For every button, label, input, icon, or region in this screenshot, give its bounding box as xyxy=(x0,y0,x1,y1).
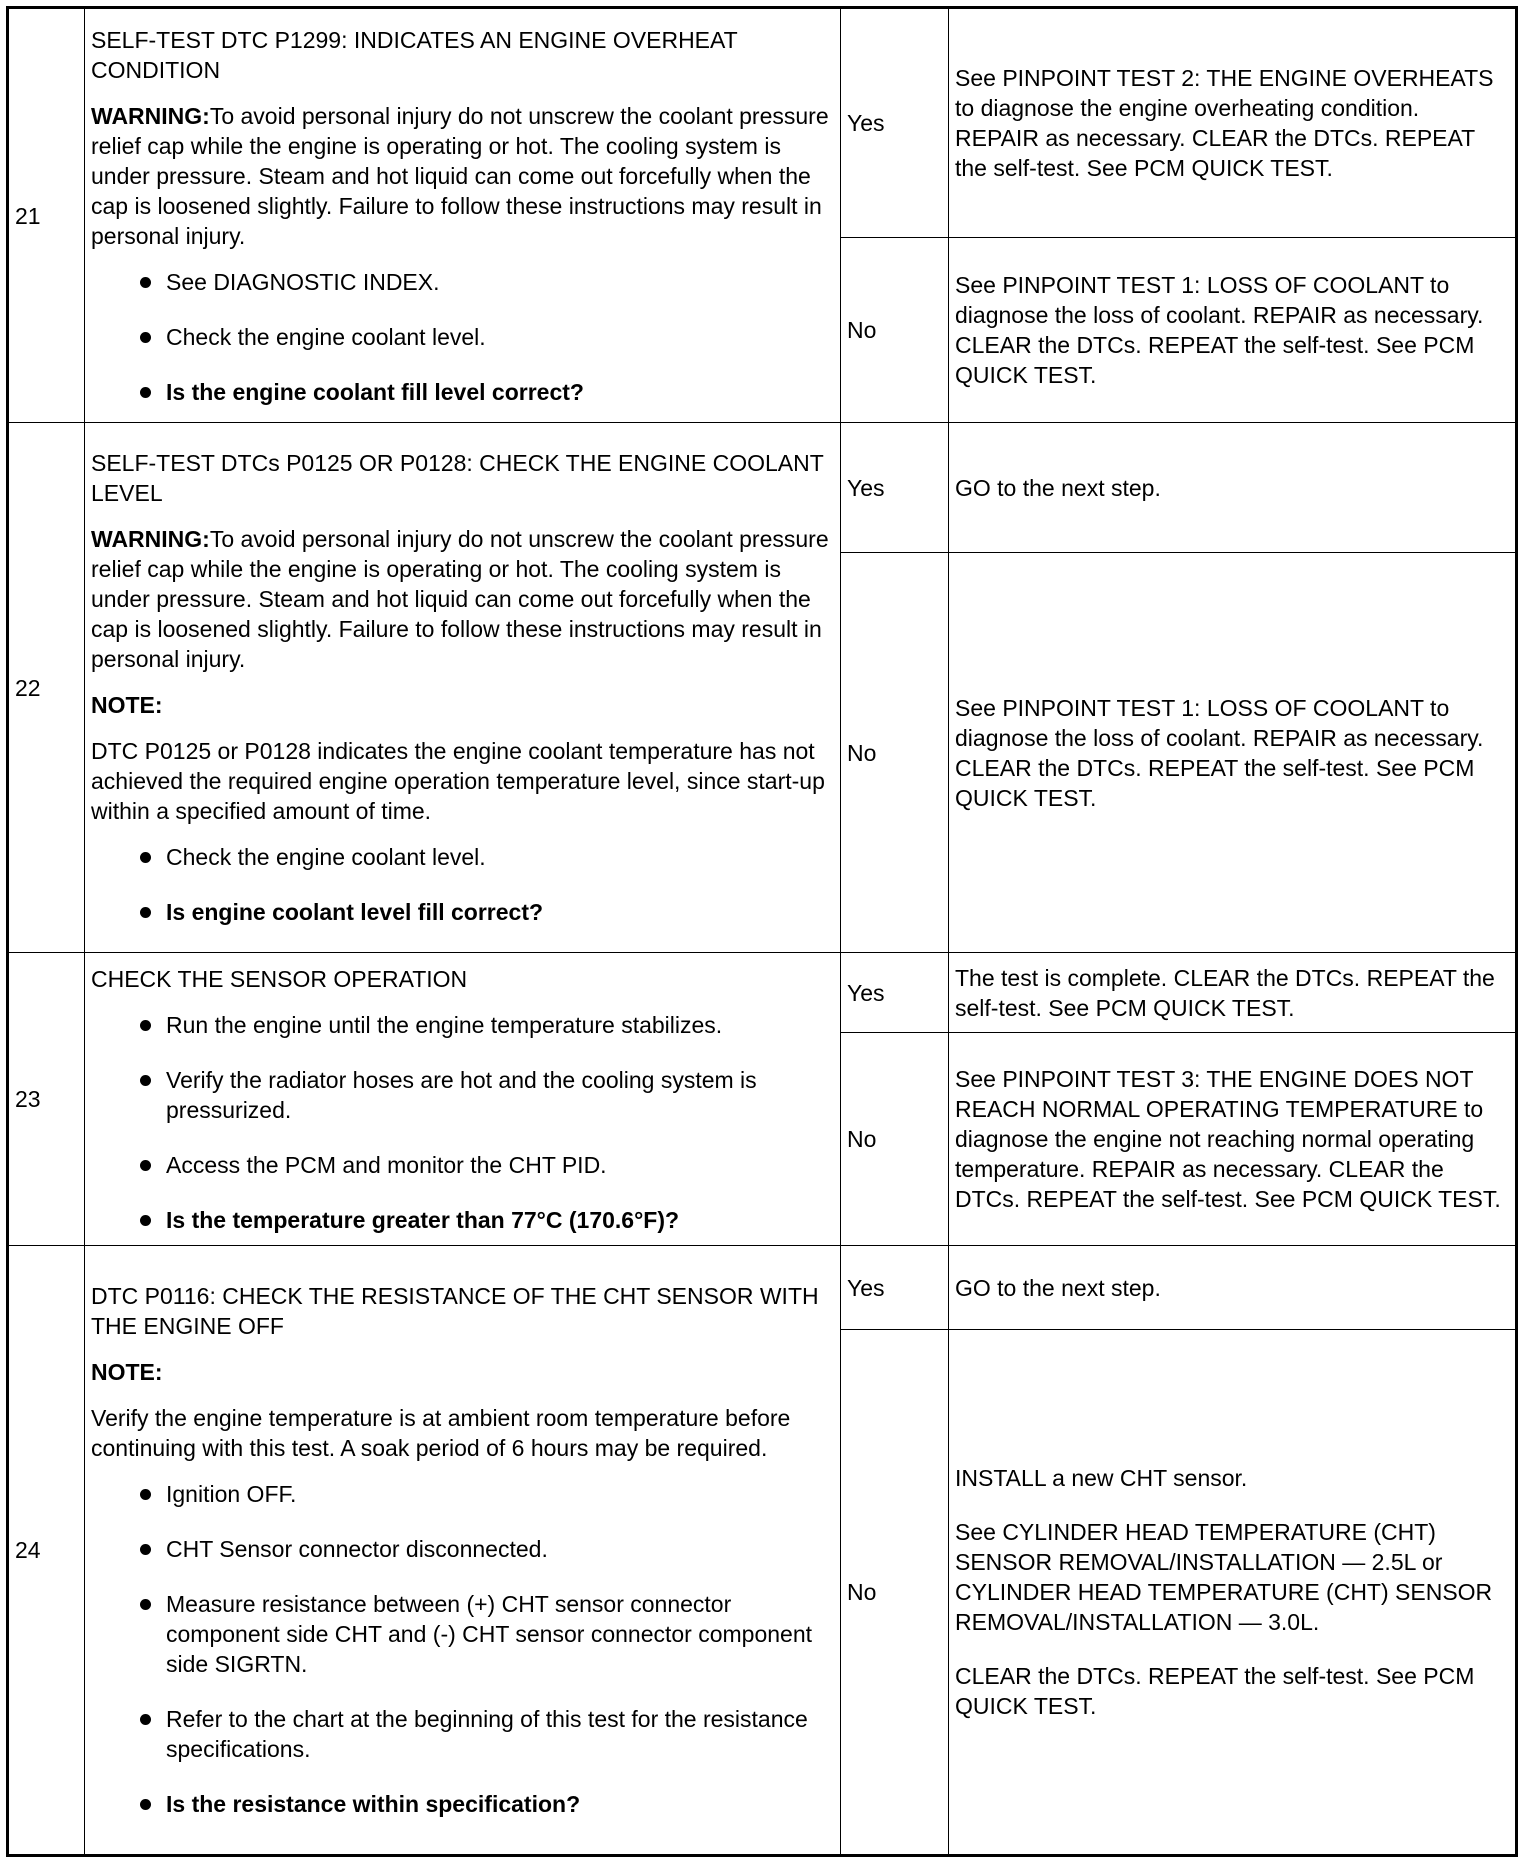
note-text: Verify the engine temperature is at ambient room temperature before continuing with this test. A soak period of 6 hours may be required. xyxy=(91,1405,791,1461)
action-list xyxy=(91,267,834,407)
outcome-no-line: INSTALL a new CHT sensor. xyxy=(955,1465,1248,1491)
warning-block xyxy=(91,524,834,674)
list-item xyxy=(91,1589,834,1679)
step-question: Is the engine coolant fill level correct? xyxy=(166,378,584,405)
list-item xyxy=(91,377,834,407)
bullet-icon xyxy=(140,1215,151,1226)
bullet-icon xyxy=(140,1075,151,1086)
step-action-cell xyxy=(85,1246,841,1856)
outcome-no: See PINPOINT TEST 1: LOSS OF COOLANT to diagnose the loss of coolant. REPAIR as necessary. CLEAR the DTCs. REPEAT the self-test. See PCM QUICK TEST. xyxy=(949,238,1517,423)
result-yes: Yes xyxy=(841,1246,949,1330)
step-action-cell xyxy=(85,8,841,423)
list-item xyxy=(91,267,834,297)
step-title: CHECK THE SENSOR OPERATION xyxy=(91,965,468,992)
step-action-cell xyxy=(85,953,841,1246)
bullet-icon xyxy=(140,907,151,918)
list-item xyxy=(91,1479,834,1509)
list-item xyxy=(91,1010,834,1040)
step-question: Is engine coolant level fill correct? xyxy=(166,899,544,925)
list-item xyxy=(91,1150,834,1180)
bullet-icon xyxy=(140,852,151,863)
warning-block xyxy=(91,101,834,251)
list-item xyxy=(91,1065,834,1125)
test-step-row xyxy=(8,423,1517,553)
bullet-icon xyxy=(140,1020,151,1031)
test-step-row xyxy=(8,953,1517,1033)
result-yes: Yes xyxy=(841,8,949,238)
warning-label: WARNING: xyxy=(91,526,210,552)
step-action-cell xyxy=(85,423,841,953)
list-item-text: Run the engine until the engine temperature stabilizes. xyxy=(166,1011,723,1038)
list-item xyxy=(91,842,834,872)
list-item-text: Check the engine coolant level. xyxy=(166,844,486,870)
list-item-text: CHT Sensor connector disconnected. xyxy=(166,1536,548,1562)
step-number: 23 xyxy=(8,953,85,1246)
note-label: NOTE: xyxy=(91,692,163,718)
warning-text: To avoid personal injury do not unscrew the coolant pressure relief cap while the engine is operating or hot. The cooling system is under pressure. Steam and hot liquid can come out forcefully when the cap is loosened slightly. Failure to follow these instructions may result in personal injury. xyxy=(91,526,829,672)
outcome-no: See PINPOINT TEST 1: LOSS OF COOLANT to diagnose the loss of coolant. REPAIR as necessary. CLEAR the DTCs. REPEAT the self-test. See PCM QUICK TEST. xyxy=(949,553,1517,953)
list-item xyxy=(91,1704,834,1764)
bullet-icon xyxy=(140,332,151,343)
list-item-text: Access the PCM and monitor the CHT PID. xyxy=(166,1151,607,1178)
step-number: 24 xyxy=(8,1246,85,1856)
outcome-yes: See PINPOINT TEST 2: THE ENGINE OVERHEATS to diagnose the engine overheating condition. REPAIR as necessary. CLEAR the DTCs. REPEAT the self-test. See PCM QUICK TEST. xyxy=(949,8,1517,238)
outcome-yes: GO to the next step. xyxy=(949,423,1517,553)
outcome-yes: The test is complete. CLEAR the DTCs. REPEAT the self-test. See PCM QUICK TEST. xyxy=(949,953,1517,1033)
list-item-text: See DIAGNOSTIC INDEX. xyxy=(166,268,440,295)
warning-label: WARNING: xyxy=(91,102,210,129)
result-no: No xyxy=(841,1330,949,1856)
bullet-icon xyxy=(140,1544,151,1555)
step-title: SELF-TEST DTC P1299: INDICATES AN ENGINE OVERHEAT CONDITION xyxy=(91,26,738,83)
list-item xyxy=(91,1789,834,1819)
warning-text: To avoid personal injury do not unscrew the coolant pressure relief cap while the engine is operating or hot. The cooling system is under pressure. Steam and hot liquid can come out forcefully when the cap is loosened slightly. Failure to follow these instructions may result in personal injury. xyxy=(91,102,829,249)
outcome-no-line: See CYLINDER HEAD TEMPERATURE (CHT) SENSOR REMOVAL/INSTALLATION — 2.5L or CYLINDER HEAD TEMPERATURE (CHT) SENSOR REMOVAL/INSTALLATION — 3.0L. xyxy=(955,1519,1493,1635)
result-no: No xyxy=(841,553,949,953)
step-number: 22 xyxy=(8,423,85,953)
outcome-no: See PINPOINT TEST 3: THE ENGINE DOES NOT REACH NORMAL OPERATING TEMPERATURE to diagnose the engine not reaching normal operating temperature. REPAIR as necessary. CLEAR the DTCs. REPEAT the self-test. See PCM QUICK TEST. xyxy=(949,1033,1517,1246)
bullet-icon xyxy=(140,1489,151,1500)
outcome-no-line: CLEAR the DTCs. REPEAT the self-test. See PCM QUICK TEST. xyxy=(955,1663,1475,1719)
bullet-icon xyxy=(140,277,151,288)
bullet-icon xyxy=(140,387,151,398)
bullet-icon xyxy=(140,1714,151,1725)
note-text: DTC P0125 or P0128 indicates the engine coolant temperature has not achieved the required engine operation temperature level, since start-up within a specified amount of time. xyxy=(91,738,825,824)
result-yes: Yes xyxy=(841,423,949,553)
list-item-text: Refer to the chart at the beginning of this test for the resistance specifications. xyxy=(166,1706,808,1762)
list-item xyxy=(91,897,834,927)
list-item xyxy=(91,322,834,352)
list-item xyxy=(91,1205,834,1235)
result-no: No xyxy=(841,1033,949,1246)
result-yes: Yes xyxy=(841,953,949,1033)
step-question: Is the resistance within specification? xyxy=(166,1791,581,1817)
bullet-icon xyxy=(140,1799,151,1810)
step-title: SELF-TEST DTCs P0125 OR P0128: CHECK THE ENGINE COOLANT LEVEL xyxy=(91,450,824,506)
list-item-text: Check the engine coolant level. xyxy=(166,323,486,350)
bullet-icon xyxy=(140,1160,151,1171)
step-number: 21 xyxy=(8,8,85,423)
result-no: No xyxy=(841,238,949,423)
list-item xyxy=(91,1534,834,1564)
diagnostic-test-table xyxy=(6,6,1518,1857)
action-list xyxy=(91,1010,834,1235)
test-step-row xyxy=(8,1246,1517,1330)
action-list xyxy=(91,1479,834,1819)
outcome-no xyxy=(949,1330,1517,1856)
list-item-text: Verify the radiator hoses are hot and the cooling system is pressurized. xyxy=(166,1066,757,1123)
step-question: Is the temperature greater than 77°C (170.6°F)? xyxy=(166,1206,680,1233)
bullet-icon xyxy=(140,1599,151,1610)
list-item-text: Ignition OFF. xyxy=(166,1481,297,1507)
action-list xyxy=(91,842,834,927)
step-title: DTC P0116: CHECK THE RESISTANCE OF THE CHT SENSOR WITH THE ENGINE OFF xyxy=(91,1283,819,1339)
outcome-yes: GO to the next step. xyxy=(949,1246,1517,1330)
list-item-text: Measure resistance between (+) CHT sensor connector component side CHT and (-) CHT sensor connector component side SIGRTN. xyxy=(166,1591,813,1677)
test-step-row xyxy=(8,8,1517,238)
note-label: NOTE: xyxy=(91,1359,163,1385)
